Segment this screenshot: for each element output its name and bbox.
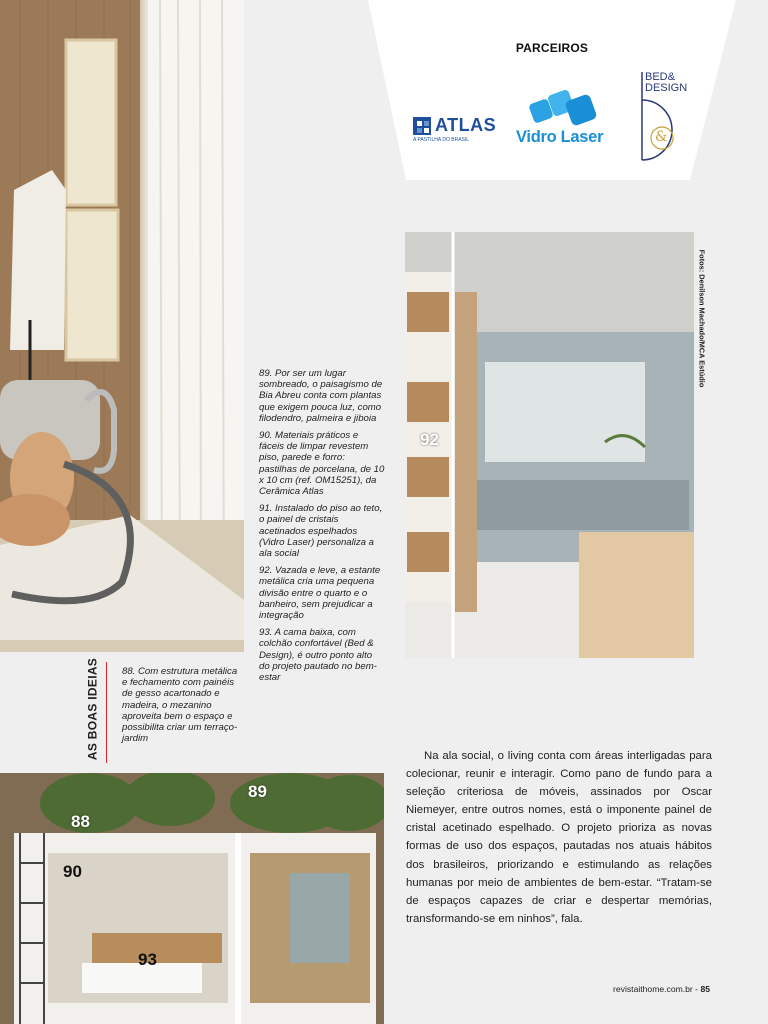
photo-number-90: 90 [63, 862, 82, 881]
captions-column [259, 368, 385, 689]
footer-separator: - [692, 984, 701, 994]
living-room-photo [0, 0, 244, 652]
caption-89: 89. Por ser um lugar sombreado, o paisagismo de Bia Abreu conta com plantas que exigem pouca luz, como filodendro, palmeira e jiboia [259, 368, 383, 424]
bed-design-ampersand: & [655, 129, 668, 145]
photo-credit [696, 236, 708, 406]
caption-88: 88. Com estrutura metálica e fechamento com painéis de gesso acartonado e madeira, o mezanino aproveita bem o espaço e possibilita criar um terraço-jardim [122, 666, 238, 745]
section-title [82, 657, 102, 765]
photo-credit-text: Fotos: Denilson Machado/MCA Estúdio [697, 249, 707, 388]
bed-design-wordmark-top: BED& [645, 71, 675, 83]
page-number: 85 [700, 984, 710, 994]
article-body: Na ala social, o living conta com áreas interligadas para colecionar, reunir e interagir. Como pano de fundo para a seleção criteriosa de móveis, assinados por Oscar Niemeyer, entre outros nomes, está o imponente painel de cristal acetinado espelhado. O projeto prioriza as novas formas de uso dos espaços, pautadas nos atuais hábitos dos brasileiros, priorizando e estimulando as relações humanas por meio de ambientes de bem-estar. “Tratam-se de espaços capazes de criar e despertar memórias, transformando-se em ninhos”, fala. [406, 750, 712, 925]
partners-banner [368, 0, 736, 182]
bed-design-wordmark-bottom: DESIGN [645, 82, 688, 94]
section-title-text: AS BOAS IDEIAS [85, 657, 100, 761]
vidro-laser-wordmark: Vidro Laser [516, 128, 604, 146]
caption-92: 92. Vazada e leve, a estante metálica cria uma pequena divisão entre o quarto e o banheiro, sem prejudicar a integração [259, 565, 381, 622]
mezzanine-model-photo [0, 773, 384, 1024]
photo-number-88: 88 [71, 812, 90, 831]
atlas-wordmark: ATLAS [435, 115, 497, 135]
partners-title: PARCEIROS [515, 41, 589, 55]
atlas-logo [413, 117, 431, 135]
atlas-tagline: A PASTILHA DO BRASIL [413, 137, 470, 143]
footer-site: revistaithome.com.br [613, 984, 693, 994]
caption-88-block [122, 666, 244, 750]
photo-number-93: 93 [138, 950, 157, 969]
section-divider [106, 662, 107, 763]
page-footer [560, 984, 710, 994]
caption-91: 91. Instalado do piso ao teto, o painel de cristais acetinados espelhados (Vidro Laser) personaliza a ala social [259, 503, 383, 560]
photo-number-89: 89 [248, 782, 267, 801]
caption-93: 93. A cama baixa, com colchão confortável (Bed & Design), é outro ponto alto do projeto pautado no bem-estar [259, 627, 377, 684]
bathroom-photo [405, 232, 694, 658]
caption-90: 90. Materiais práticos e fáceis de limpar revestem piso, parede e forro: pastilhas de porcelana, de 10 x 10 cm (ref. OM15251), da Cerâmica Atlas [259, 430, 385, 498]
photo-number-92: 92 [420, 430, 439, 449]
